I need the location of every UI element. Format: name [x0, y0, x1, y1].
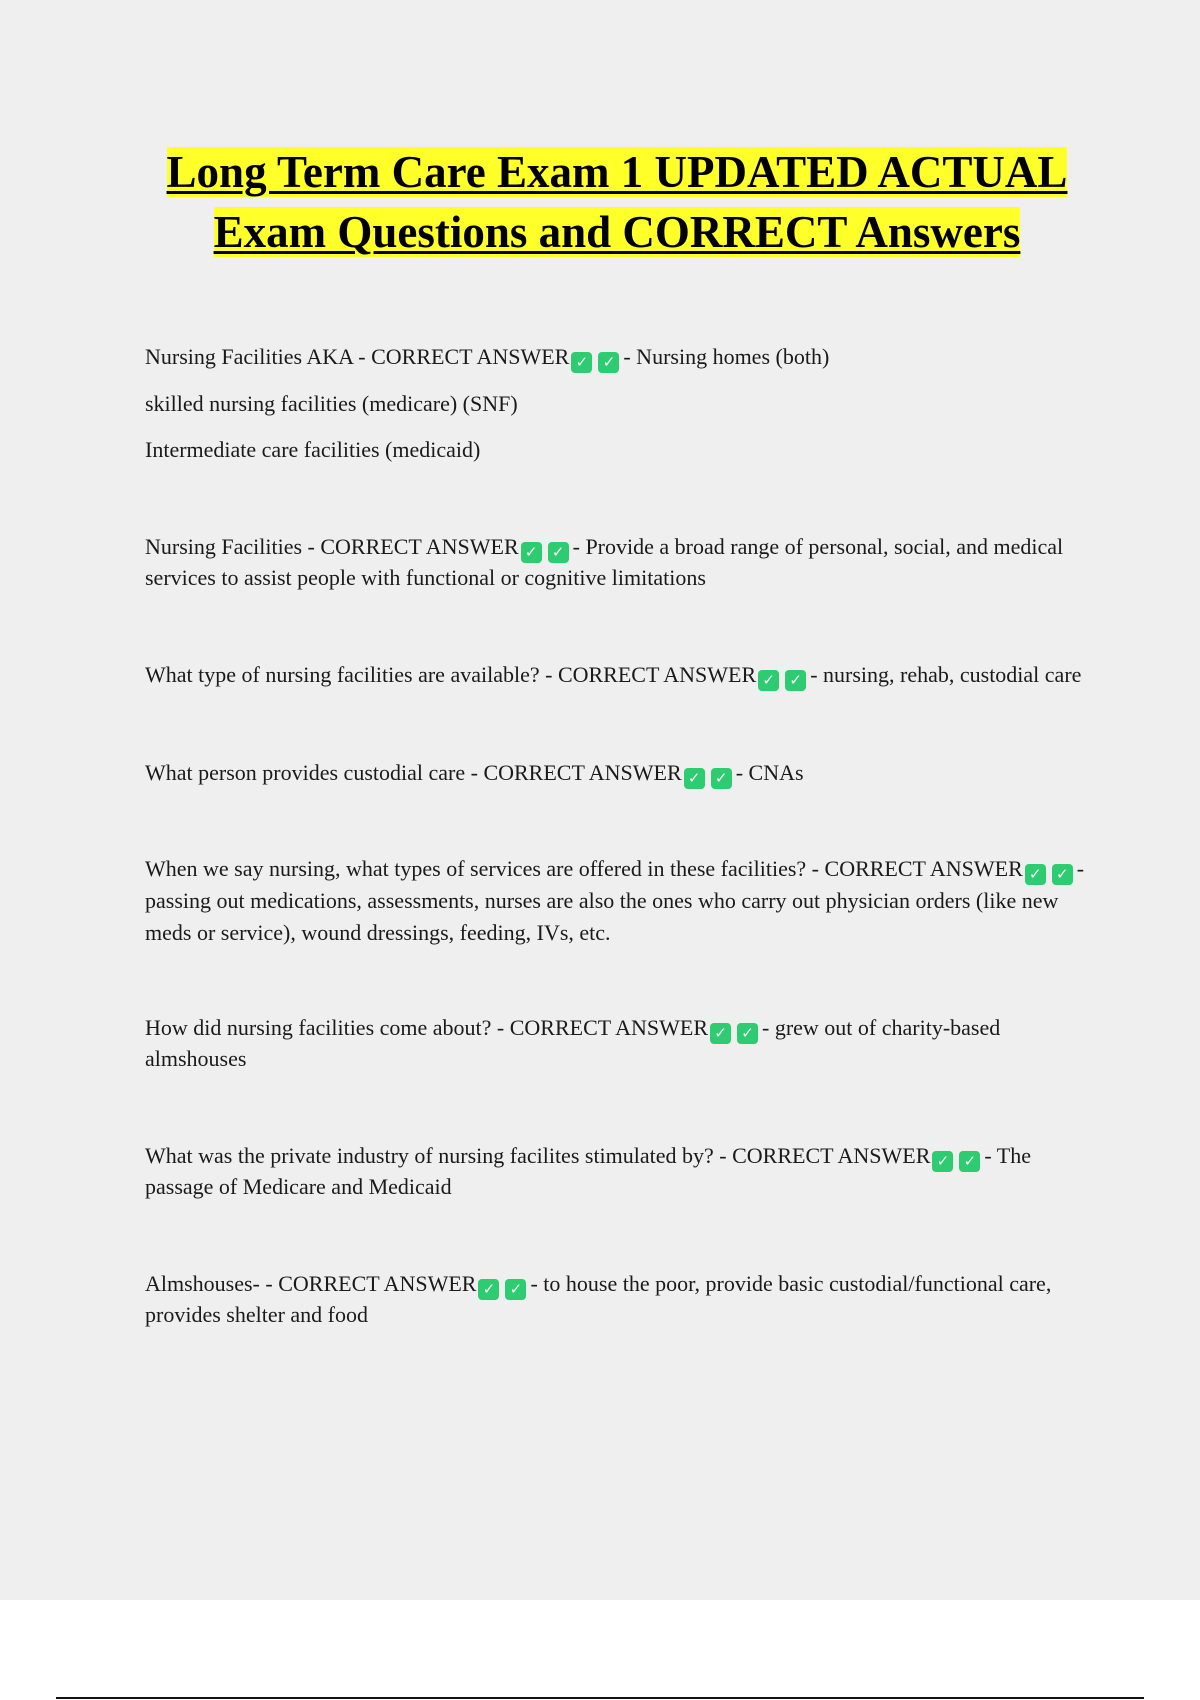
qa-item — [145, 1269, 1085, 1330]
check-icon: ✓ — [505, 1279, 526, 1300]
check-icon: ✓ — [932, 1151, 953, 1172]
correct-answer-marker: CORRECT ANSWER — [278, 1271, 477, 1296]
check-icon: ✓ — [785, 670, 806, 691]
qa-line — [145, 660, 1085, 691]
check-icon: ✓ — [571, 352, 592, 373]
answer-text: - CNAs — [735, 760, 804, 785]
check-icon: ✓ — [598, 352, 619, 373]
correct-answer-marker: CORRECT ANSWER — [732, 1143, 931, 1168]
qa-line — [145, 1013, 1085, 1074]
question-text: Almshouses- - — [145, 1271, 279, 1296]
correct-answer-marker: CORRECT ANSWER — [320, 534, 519, 559]
answer-text: - Nursing homes (both) — [623, 344, 830, 369]
qa-item — [145, 342, 1085, 465]
qa-item — [145, 1013, 1085, 1074]
answer-extra-line: Intermediate care facilities (medicaid) — [145, 437, 481, 462]
answer-text: - The passage of Medicare and Medicaid — [145, 1143, 1032, 1199]
qa-item — [145, 532, 1085, 593]
qa-item — [145, 853, 1085, 949]
qa-item — [145, 660, 1085, 691]
page-divider — [56, 1697, 1144, 1699]
correct-answer-marker: CORRECT ANSWER — [509, 1015, 708, 1040]
qa-list — [145, 342, 1085, 1330]
document-title-text: Long Term Care Exam 1 UPDATED ACTUAL Exam Questions and CORRECT Answers — [166, 147, 1068, 257]
qa-line — [145, 853, 1085, 949]
qa-line — [145, 1141, 1085, 1202]
check-icon: ✓ — [737, 1023, 758, 1044]
question-text: What type of nursing facilities are available? - — [145, 662, 558, 687]
check-icon: ✓ — [1025, 864, 1046, 885]
question-text: Nursing Facilities AKA - — [145, 344, 372, 369]
qa-line — [145, 758, 1085, 789]
correct-answer-marker: CORRECT ANSWER — [824, 856, 1023, 881]
check-icon: ✓ — [710, 1023, 731, 1044]
qa-line — [145, 342, 1085, 373]
question-text: What person provides custodial care - — [145, 760, 484, 785]
check-icon: ✓ — [711, 768, 732, 789]
document-title — [120, 142, 1114, 262]
check-icon: ✓ — [521, 542, 542, 563]
answer-text: - Provide a broad range of personal, social, and medical services to assist people with functional or cognitive limitations — [145, 534, 1064, 590]
answer-text: - to house the poor, provide basic custodial/functional care, provides shelter and food — [145, 1271, 1052, 1327]
answer-extra-line: skilled nursing facilities (medicare) (SNF) — [145, 391, 518, 416]
correct-answer-marker: CORRECT ANSWER — [371, 344, 570, 369]
check-icon: ✓ — [1052, 864, 1073, 885]
qa-line — [145, 532, 1085, 593]
qa-item — [145, 1141, 1085, 1202]
check-icon: ✓ — [478, 1279, 499, 1300]
question-text: How did nursing facilities come about? - — [145, 1015, 510, 1040]
check-icon: ✓ — [959, 1151, 980, 1172]
question-text: What was the private industry of nursing facilites stimulated by? - — [145, 1143, 733, 1168]
correct-answer-marker: CORRECT ANSWER — [483, 760, 682, 785]
qa-line — [145, 1269, 1085, 1330]
check-icon: ✓ — [758, 670, 779, 691]
answer-text: - passing out medications, assessments, nurses are also the ones who carry out physician orders (like new meds or service), wound dressings, feeding, IVs, etc. — [145, 856, 1085, 945]
correct-answer-marker: CORRECT ANSWER — [557, 662, 757, 687]
answer-text: - nursing, rehab, custodial care — [810, 662, 1082, 687]
check-icon: ✓ — [684, 768, 705, 789]
qa-item — [145, 758, 1085, 789]
question-text: Nursing Facilities - — [145, 534, 321, 559]
answer-text: - grew out of charity-based almshouses — [145, 1015, 1001, 1071]
check-icon: ✓ — [548, 542, 569, 563]
question-text: When we say nursing, what types of services are offered in these facilities? - — [145, 856, 825, 881]
